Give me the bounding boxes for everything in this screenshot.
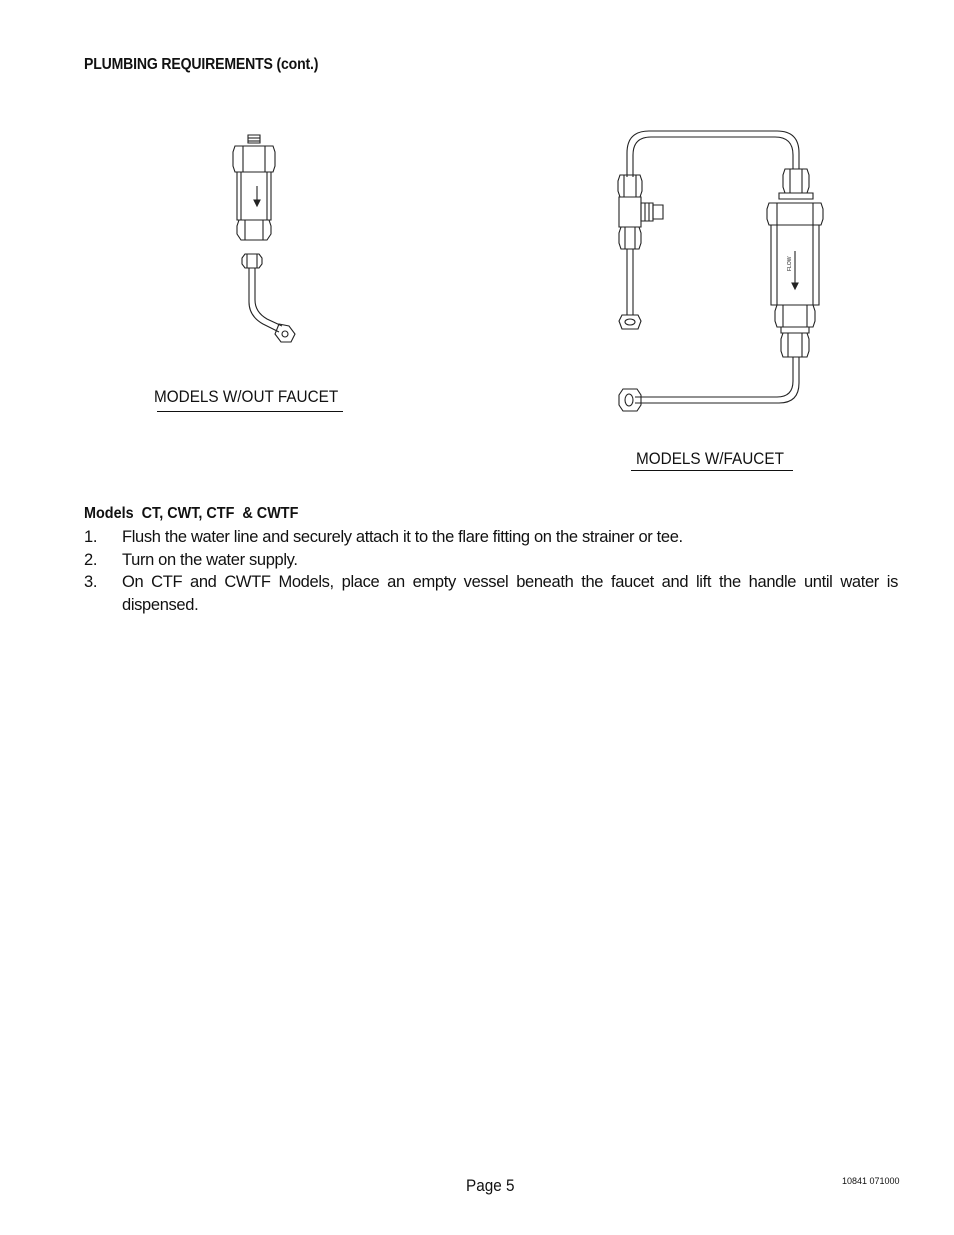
page-number: Page 5 (466, 1176, 515, 1195)
section-title: Models CT, CWT, CTF & CWTF (84, 505, 299, 522)
caption-underline-left (157, 411, 343, 412)
step-item (84, 571, 898, 616)
page-heading: PLUMBING REQUIREMENTS (cont.) (84, 56, 319, 73)
strainer-illustration (215, 130, 315, 350)
document-code: 10841 071000 (842, 1176, 900, 1186)
faucet-plumbing-illustration (605, 125, 835, 415)
step-text: On CTF and CWTF Models, place an empty vessel beneath the faucet and lift the handle until water is dispensed. (122, 573, 898, 614)
instruction-steps (84, 526, 898, 616)
step-text: Flush the water line and securely attach it to the flare fitting on the strainer or tee. (122, 528, 683, 546)
step-text: Turn on the water supply. (122, 550, 298, 569)
caption-underline-right (631, 470, 793, 471)
step-item (84, 526, 898, 549)
step-number: 3. (84, 573, 98, 591)
caption-models-without-faucet: MODELS W/OUT FAUCET (154, 387, 339, 406)
step-number: 1. (84, 528, 98, 546)
flow-label: FLOW (787, 256, 793, 271)
step-number: 2. (84, 550, 98, 569)
step-item (84, 549, 898, 572)
caption-models-with-faucet: MODELS W/FAUCET (636, 449, 784, 468)
